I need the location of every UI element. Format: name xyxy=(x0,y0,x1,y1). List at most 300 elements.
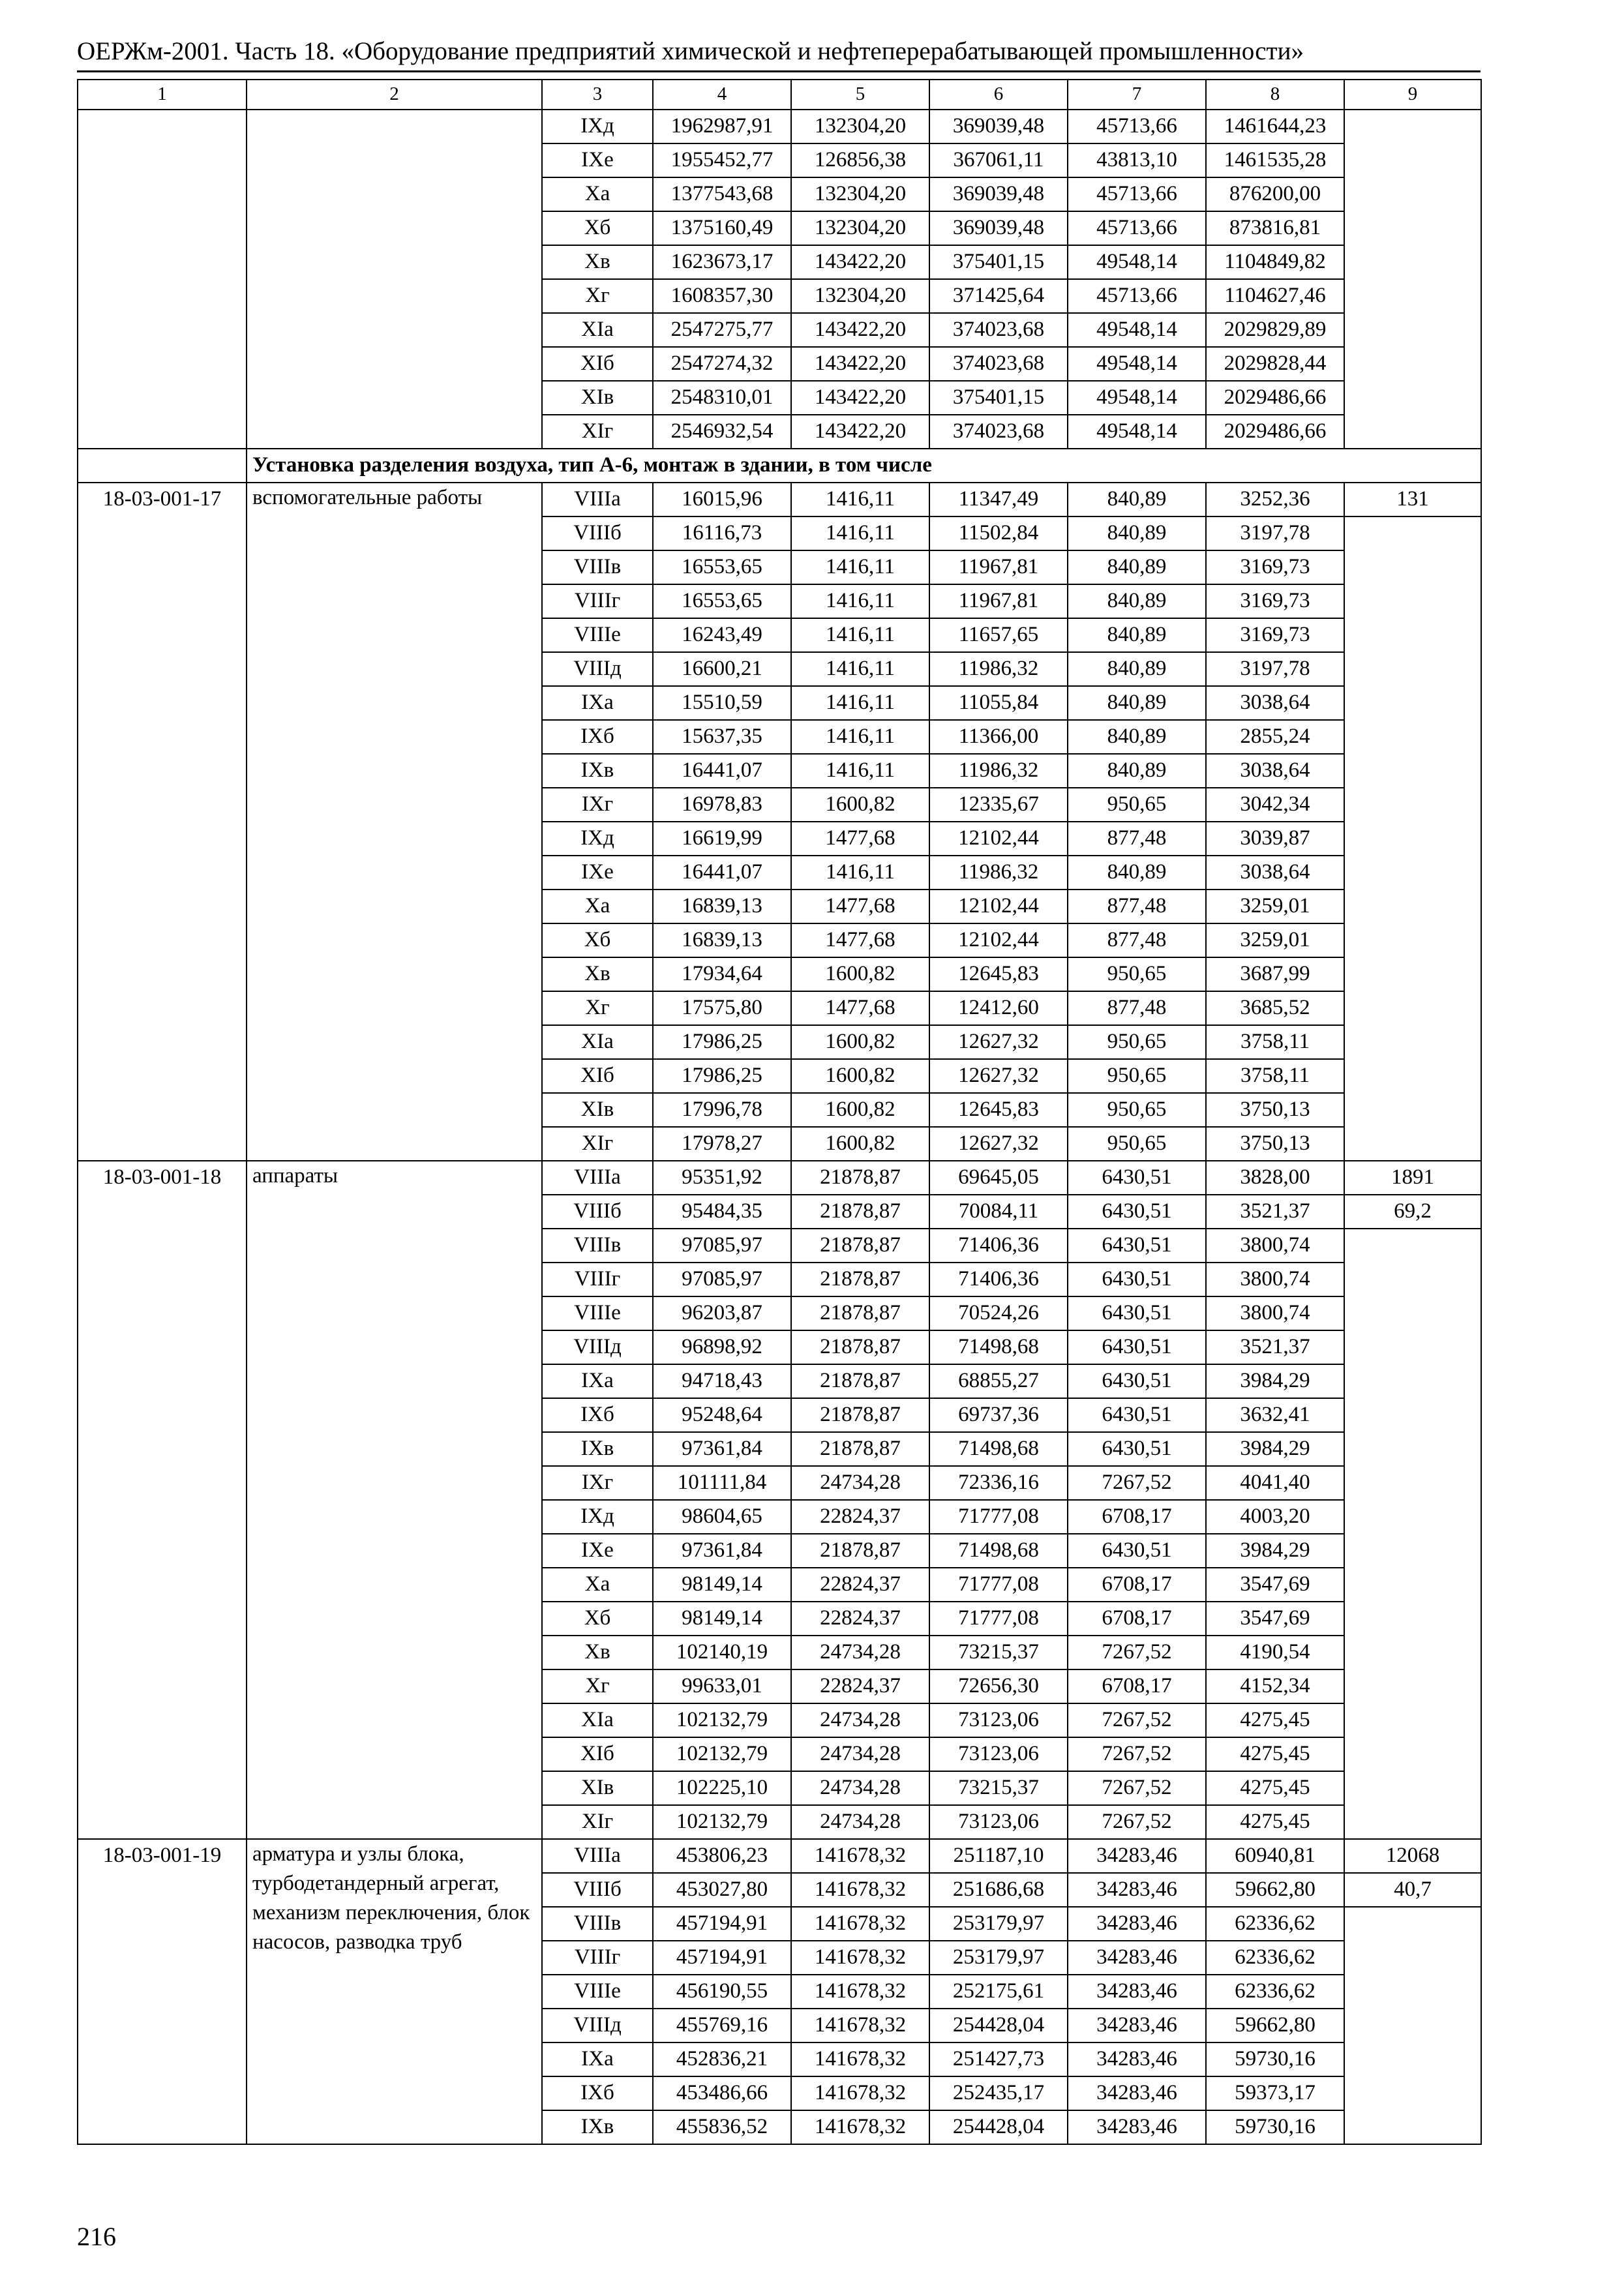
zone-cell: XIб xyxy=(542,1059,653,1093)
zone-cell: XIа xyxy=(542,313,653,347)
value-cell: 21878,87 xyxy=(791,1330,929,1364)
zone-cell: IXа xyxy=(542,2042,653,2076)
zone-cell: VIIIв xyxy=(542,1229,653,1263)
value-cell: 1416,11 xyxy=(791,754,929,788)
value-cell: 3197,78 xyxy=(1206,516,1344,550)
value-cell: 374023,68 xyxy=(929,347,1068,381)
zone-cell: Xв xyxy=(542,1636,653,1669)
value-cell: 24734,28 xyxy=(791,1805,929,1839)
value-cell: 3259,01 xyxy=(1206,923,1344,957)
value-cell: 96203,87 xyxy=(653,1296,791,1330)
value-cell: 143422,20 xyxy=(791,313,929,347)
value-cell: 877,48 xyxy=(1068,991,1206,1025)
value-cell: 2029828,44 xyxy=(1206,347,1344,381)
value-cell: 840,89 xyxy=(1068,516,1206,550)
value-cell: 16015,96 xyxy=(653,483,791,516)
value-cell: 2029829,89 xyxy=(1206,313,1344,347)
value-cell: 11347,49 xyxy=(929,483,1068,516)
value-cell: 1600,82 xyxy=(791,788,929,822)
zone-cell: VIIIг xyxy=(542,1263,653,1296)
value-cell: 22824,37 xyxy=(791,1669,929,1703)
value-cell: 97085,97 xyxy=(653,1229,791,1263)
value-cell: 68855,27 xyxy=(929,1364,1068,1398)
zone-cell: Xг xyxy=(542,1669,653,1703)
value-cell: 69645,05 xyxy=(929,1161,1068,1195)
value-cell: 141678,32 xyxy=(791,1941,929,1975)
value-cell: 6430,51 xyxy=(1068,1263,1206,1296)
value-cell: 254428,04 xyxy=(929,2110,1068,2144)
zone-cell: VIIIг xyxy=(542,1941,653,1975)
value-cell: 16600,21 xyxy=(653,652,791,686)
value-cell: 1416,11 xyxy=(791,720,929,754)
value-cell: 1600,82 xyxy=(791,1127,929,1161)
value-cell: 1416,11 xyxy=(791,516,929,550)
value-cell: 252175,61 xyxy=(929,1975,1068,2009)
zone-cell: VIIIг xyxy=(542,584,653,618)
value-cell: 72656,30 xyxy=(929,1669,1068,1703)
value-cell: 34283,46 xyxy=(1068,1873,1206,1907)
value-cell: 950,65 xyxy=(1068,1059,1206,1093)
value-cell: 3259,01 xyxy=(1206,890,1344,923)
value-cell: 17986,25 xyxy=(653,1025,791,1059)
value-cell: 71498,68 xyxy=(929,1534,1068,1568)
zone-cell: IXа xyxy=(542,686,653,720)
column-number: 8 xyxy=(1206,80,1344,110)
value-cell: 21878,87 xyxy=(791,1263,929,1296)
zone-cell: VIIIе xyxy=(542,1296,653,1330)
value-cell: 3984,29 xyxy=(1206,1364,1344,1398)
value-cell: 34283,46 xyxy=(1068,1975,1206,2009)
value-cell: 2029486,66 xyxy=(1206,415,1344,449)
value-cell: 453027,80 xyxy=(653,1873,791,1907)
zone-cell: XIв xyxy=(542,1093,653,1127)
value-cell: 73215,37 xyxy=(929,1771,1068,1805)
value-cell: 59662,80 xyxy=(1206,2009,1344,2042)
value-cell: 45713,66 xyxy=(1068,279,1206,313)
value-cell: 4003,20 xyxy=(1206,1500,1344,1534)
value-cell: 12335,67 xyxy=(929,788,1068,822)
value-cell: 840,89 xyxy=(1068,483,1206,516)
value-cell: 1955452,77 xyxy=(653,143,791,177)
value-cell: 6430,51 xyxy=(1068,1296,1206,1330)
value-cell: 877,48 xyxy=(1068,822,1206,856)
value-cell: 840,89 xyxy=(1068,754,1206,788)
value-cell: 141678,32 xyxy=(791,2076,929,2110)
value-cell: 3197,78 xyxy=(1206,652,1344,686)
zone-cell: VIIIа xyxy=(542,483,653,516)
value-cell: 950,65 xyxy=(1068,957,1206,991)
value-cell: 141678,32 xyxy=(791,1975,929,2009)
value-cell: 457194,91 xyxy=(653,1907,791,1941)
value-cell: 1608357,30 xyxy=(653,279,791,313)
value-cell: 1416,11 xyxy=(791,618,929,652)
value-cell: 11967,81 xyxy=(929,584,1068,618)
page-header-title: ОЕРЖм-2001. Часть 18. «Оборудование предприятий химической и нефтеперерабатывающей промышленности» xyxy=(77,37,1304,65)
work-name: аппараты xyxy=(247,1161,542,1839)
zone-cell: IXд xyxy=(542,110,653,143)
section-row xyxy=(78,449,1481,483)
zone-cell: XIв xyxy=(542,1771,653,1805)
value-cell: 16441,07 xyxy=(653,856,791,890)
value-cell: 143422,20 xyxy=(791,347,929,381)
value-cell: 15510,59 xyxy=(653,686,791,720)
value-cell: 132304,20 xyxy=(791,110,929,143)
section-empty-cell xyxy=(78,449,247,483)
extra-value: 12068 xyxy=(1344,1839,1481,1873)
value-cell: 132304,20 xyxy=(791,279,929,313)
value-cell: 17978,27 xyxy=(653,1127,791,1161)
value-cell: 15637,35 xyxy=(653,720,791,754)
value-cell: 62336,62 xyxy=(1206,1975,1344,2009)
value-cell: 72336,16 xyxy=(929,1466,1068,1500)
value-cell: 456190,55 xyxy=(653,1975,791,2009)
zone-cell: IXв xyxy=(542,2110,653,2144)
value-cell: 62336,62 xyxy=(1206,1941,1344,1975)
value-cell: 16978,83 xyxy=(653,788,791,822)
value-cell: 1416,11 xyxy=(791,856,929,890)
rate-code: 18-03-001-19 xyxy=(78,1839,247,2144)
value-cell: 49548,14 xyxy=(1068,381,1206,415)
value-cell: 143422,20 xyxy=(791,381,929,415)
value-cell: 2547275,77 xyxy=(653,313,791,347)
value-cell: 1600,82 xyxy=(791,957,929,991)
rates-table xyxy=(77,79,1482,2145)
value-cell: 3750,13 xyxy=(1206,1093,1344,1127)
value-cell: 11986,32 xyxy=(929,856,1068,890)
zone-cell: Xв xyxy=(542,957,653,991)
value-cell: 453486,66 xyxy=(653,2076,791,2110)
value-cell: 1416,11 xyxy=(791,584,929,618)
value-cell: 6430,51 xyxy=(1068,1364,1206,1398)
zone-cell: Xв xyxy=(542,245,653,279)
value-cell: 1104627,46 xyxy=(1206,279,1344,313)
rate-code: 18-03-001-18 xyxy=(78,1161,247,1839)
value-cell: 254428,04 xyxy=(929,2009,1068,2042)
value-cell: 11967,81 xyxy=(929,550,1068,584)
zone-cell: IXд xyxy=(542,1500,653,1534)
value-cell: 34283,46 xyxy=(1068,2042,1206,2076)
work-name: арматура и узлы блока, турбодетандерный агрегат, механизм переключения, блок насосов, разводка труб xyxy=(247,1839,542,2144)
value-cell: 4041,40 xyxy=(1206,1466,1344,1500)
zone-cell: VIIIе xyxy=(542,618,653,652)
zone-cell: IXе xyxy=(542,1534,653,1568)
column-number: 2 xyxy=(247,80,542,110)
value-cell: 3758,11 xyxy=(1206,1025,1344,1059)
value-cell: 6708,17 xyxy=(1068,1602,1206,1636)
value-cell: 1623673,17 xyxy=(653,245,791,279)
value-cell: 251187,10 xyxy=(929,1839,1068,1873)
value-cell: 98149,14 xyxy=(653,1602,791,1636)
zone-cell: IXг xyxy=(542,1466,653,1500)
value-cell: 950,65 xyxy=(1068,1127,1206,1161)
value-cell: 253179,97 xyxy=(929,1907,1068,1941)
value-cell: 102132,79 xyxy=(653,1737,791,1771)
value-cell: 2029486,66 xyxy=(1206,381,1344,415)
value-cell: 12645,83 xyxy=(929,957,1068,991)
value-cell: 12645,83 xyxy=(929,1093,1068,1127)
value-cell: 1477,68 xyxy=(791,822,929,856)
zone-cell: XIа xyxy=(542,1025,653,1059)
value-cell: 132304,20 xyxy=(791,211,929,245)
zone-cell: IXб xyxy=(542,1398,653,1432)
value-cell: 98149,14 xyxy=(653,1568,791,1602)
value-cell: 1477,68 xyxy=(791,991,929,1025)
value-cell: 3984,29 xyxy=(1206,1432,1344,1466)
zone-cell: XIг xyxy=(542,1805,653,1839)
value-cell: 99633,01 xyxy=(653,1669,791,1703)
zone-cell: IXв xyxy=(542,1432,653,1466)
value-cell: 43813,10 xyxy=(1068,143,1206,177)
value-cell: 59373,17 xyxy=(1206,2076,1344,2110)
value-cell: 141678,32 xyxy=(791,1873,929,1907)
value-cell: 95484,35 xyxy=(653,1195,791,1229)
value-cell: 6430,51 xyxy=(1068,1161,1206,1195)
value-cell: 70524,26 xyxy=(929,1296,1068,1330)
zone-cell: XIа xyxy=(542,1703,653,1737)
value-cell: 1461535,28 xyxy=(1206,143,1344,177)
value-cell: 4275,45 xyxy=(1206,1737,1344,1771)
value-cell: 11986,32 xyxy=(929,652,1068,686)
value-cell: 840,89 xyxy=(1068,584,1206,618)
value-cell: 60940,81 xyxy=(1206,1839,1344,1873)
value-cell: 3687,99 xyxy=(1206,957,1344,991)
value-cell: 6708,17 xyxy=(1068,1500,1206,1534)
value-cell: 840,89 xyxy=(1068,856,1206,890)
value-cell: 3758,11 xyxy=(1206,1059,1344,1093)
value-cell: 70084,11 xyxy=(929,1195,1068,1229)
value-cell: 1416,11 xyxy=(791,652,929,686)
value-cell: 34283,46 xyxy=(1068,1941,1206,1975)
value-cell: 12412,60 xyxy=(929,991,1068,1025)
value-cell: 21878,87 xyxy=(791,1296,929,1330)
value-cell: 126856,38 xyxy=(791,143,929,177)
value-cell: 253179,97 xyxy=(929,1941,1068,1975)
value-cell: 21878,87 xyxy=(791,1534,929,1568)
zone-cell: Xа xyxy=(542,177,653,211)
value-cell: 96898,92 xyxy=(653,1330,791,1364)
value-cell: 24734,28 xyxy=(791,1466,929,1500)
value-cell: 17996,78 xyxy=(653,1093,791,1127)
value-cell: 840,89 xyxy=(1068,720,1206,754)
value-cell: 1600,82 xyxy=(791,1025,929,1059)
value-cell: 141678,32 xyxy=(791,2042,929,2076)
value-cell: 3984,29 xyxy=(1206,1534,1344,1568)
value-cell: 3038,64 xyxy=(1206,686,1344,720)
value-cell: 1962987,91 xyxy=(653,110,791,143)
value-cell: 143422,20 xyxy=(791,415,929,449)
name-cell xyxy=(247,110,542,449)
value-cell: 73123,06 xyxy=(929,1737,1068,1771)
value-cell: 4190,54 xyxy=(1206,1636,1344,1669)
value-cell: 375401,15 xyxy=(929,381,1068,415)
value-cell: 1416,11 xyxy=(791,686,929,720)
value-cell: 71406,36 xyxy=(929,1229,1068,1263)
zone-cell: IXе xyxy=(542,143,653,177)
value-cell: 4152,34 xyxy=(1206,1669,1344,1703)
value-cell: 102132,79 xyxy=(653,1703,791,1737)
column-number: 3 xyxy=(542,80,653,110)
value-cell: 102132,79 xyxy=(653,1805,791,1839)
value-cell: 132304,20 xyxy=(791,177,929,211)
value-cell: 2855,24 xyxy=(1206,720,1344,754)
value-cell: 97361,84 xyxy=(653,1534,791,1568)
value-cell: 45713,66 xyxy=(1068,110,1206,143)
value-cell: 1416,11 xyxy=(791,483,929,516)
value-cell: 22824,37 xyxy=(791,1602,929,1636)
value-cell: 143422,20 xyxy=(791,245,929,279)
value-cell: 11657,65 xyxy=(929,618,1068,652)
value-cell: 3750,13 xyxy=(1206,1127,1344,1161)
value-cell: 3169,73 xyxy=(1206,618,1344,652)
value-cell: 2546932,54 xyxy=(653,415,791,449)
value-cell: 3800,74 xyxy=(1206,1229,1344,1263)
value-cell: 16553,65 xyxy=(653,584,791,618)
value-cell: 877,48 xyxy=(1068,923,1206,957)
value-cell: 251427,73 xyxy=(929,2042,1068,2076)
value-cell: 95351,92 xyxy=(653,1161,791,1195)
value-cell: 6430,51 xyxy=(1068,1534,1206,1568)
value-cell: 371425,64 xyxy=(929,279,1068,313)
value-cell: 4275,45 xyxy=(1206,1805,1344,1839)
value-cell: 21878,87 xyxy=(791,1195,929,1229)
value-cell: 24734,28 xyxy=(791,1737,929,1771)
zone-cell: XIг xyxy=(542,1127,653,1161)
value-cell: 6430,51 xyxy=(1068,1432,1206,1466)
value-cell: 1477,68 xyxy=(791,923,929,957)
value-cell: 7267,52 xyxy=(1068,1805,1206,1839)
value-cell: 3042,34 xyxy=(1206,788,1344,822)
extra-value: 69,2 xyxy=(1344,1195,1481,1229)
value-cell: 7267,52 xyxy=(1068,1636,1206,1669)
code-cell xyxy=(78,110,247,449)
value-cell: 840,89 xyxy=(1068,686,1206,720)
zone-cell: XIв xyxy=(542,381,653,415)
value-cell: 6430,51 xyxy=(1068,1195,1206,1229)
value-cell: 3800,74 xyxy=(1206,1263,1344,1296)
value-cell: 16619,99 xyxy=(653,822,791,856)
value-cell: 457194,91 xyxy=(653,1941,791,1975)
value-cell: 17986,25 xyxy=(653,1059,791,1093)
value-cell: 73215,37 xyxy=(929,1636,1068,1669)
value-cell: 71777,08 xyxy=(929,1568,1068,1602)
value-cell: 877,48 xyxy=(1068,890,1206,923)
value-cell: 252435,17 xyxy=(929,2076,1068,2110)
value-cell: 6430,51 xyxy=(1068,1229,1206,1263)
value-cell: 6708,17 xyxy=(1068,1568,1206,1602)
value-cell: 62336,62 xyxy=(1206,1907,1344,1941)
value-cell: 7267,52 xyxy=(1068,1703,1206,1737)
value-cell: 452836,21 xyxy=(653,2042,791,2076)
zone-cell: Xг xyxy=(542,279,653,313)
table-row xyxy=(78,110,1481,143)
value-cell: 375401,15 xyxy=(929,245,1068,279)
value-cell: 45713,66 xyxy=(1068,211,1206,245)
value-cell: 369039,48 xyxy=(929,177,1068,211)
value-cell: 59730,16 xyxy=(1206,2042,1344,2076)
zone-cell: Xг xyxy=(542,991,653,1025)
value-cell: 876200,00 xyxy=(1206,177,1344,211)
value-cell: 21878,87 xyxy=(791,1161,929,1195)
value-cell: 12102,44 xyxy=(929,923,1068,957)
value-cell: 873816,81 xyxy=(1206,211,1344,245)
value-cell: 17575,80 xyxy=(653,991,791,1025)
value-cell: 34283,46 xyxy=(1068,1907,1206,1941)
zone-cell: IXв xyxy=(542,754,653,788)
value-cell: 17934,64 xyxy=(653,957,791,991)
value-cell: 840,89 xyxy=(1068,618,1206,652)
value-cell: 455836,52 xyxy=(653,2110,791,2144)
value-cell: 69737,36 xyxy=(929,1398,1068,1432)
value-cell: 16553,65 xyxy=(653,550,791,584)
rate-code: 18-03-001-17 xyxy=(78,483,247,1161)
value-cell: 3685,52 xyxy=(1206,991,1344,1025)
value-cell: 141678,32 xyxy=(791,2009,929,2042)
work-name: вспомогательные работы xyxy=(247,483,542,1161)
value-cell: 3521,37 xyxy=(1206,1195,1344,1229)
value-cell: 59730,16 xyxy=(1206,2110,1344,2144)
value-cell: 7267,52 xyxy=(1068,1737,1206,1771)
value-cell: 7267,52 xyxy=(1068,1771,1206,1805)
value-cell: 24734,28 xyxy=(791,1703,929,1737)
value-cell: 374023,68 xyxy=(929,313,1068,347)
header-rule xyxy=(77,70,1481,72)
value-cell: 3038,64 xyxy=(1206,856,1344,890)
extra-cell xyxy=(1344,516,1481,1161)
value-cell: 34283,46 xyxy=(1068,1839,1206,1873)
value-cell: 6708,17 xyxy=(1068,1669,1206,1703)
value-cell: 3252,36 xyxy=(1206,483,1344,516)
value-cell: 1600,82 xyxy=(791,1093,929,1127)
value-cell: 71498,68 xyxy=(929,1432,1068,1466)
value-cell: 12627,32 xyxy=(929,1127,1068,1161)
value-cell: 16441,07 xyxy=(653,754,791,788)
value-cell: 71777,08 xyxy=(929,1602,1068,1636)
value-cell: 3800,74 xyxy=(1206,1296,1344,1330)
value-cell: 97361,84 xyxy=(653,1432,791,1466)
value-cell: 1600,82 xyxy=(791,1059,929,1093)
value-cell: 34283,46 xyxy=(1068,2110,1206,2144)
zone-cell: VIIIб xyxy=(542,1195,653,1229)
zone-cell: IXа xyxy=(542,1364,653,1398)
value-cell: 374023,68 xyxy=(929,415,1068,449)
value-cell: 950,65 xyxy=(1068,1025,1206,1059)
value-cell: 3828,00 xyxy=(1206,1161,1344,1195)
value-cell: 12627,32 xyxy=(929,1059,1068,1093)
column-number: 6 xyxy=(929,80,1068,110)
zone-cell: IXд xyxy=(542,822,653,856)
value-cell: 11366,00 xyxy=(929,720,1068,754)
value-cell: 22824,37 xyxy=(791,1568,929,1602)
value-cell: 34283,46 xyxy=(1068,2009,1206,2042)
zone-cell: Xа xyxy=(542,890,653,923)
value-cell: 453806,23 xyxy=(653,1839,791,1873)
value-cell: 1477,68 xyxy=(791,890,929,923)
value-cell: 34283,46 xyxy=(1068,2076,1206,2110)
column-number-row xyxy=(78,80,1481,110)
value-cell: 3039,87 xyxy=(1206,822,1344,856)
extra-value: 131 xyxy=(1344,483,1481,516)
zone-cell: VIIIд xyxy=(542,2009,653,2042)
table-row xyxy=(78,483,1481,516)
value-cell: 24734,28 xyxy=(791,1636,929,1669)
value-cell: 16243,49 xyxy=(653,618,791,652)
zone-cell: VIIIб xyxy=(542,1873,653,1907)
value-cell: 94718,43 xyxy=(653,1364,791,1398)
value-cell: 71498,68 xyxy=(929,1330,1068,1364)
extra-value: 40,7 xyxy=(1344,1873,1481,1907)
column-number: 9 xyxy=(1344,80,1481,110)
value-cell: 1416,11 xyxy=(791,550,929,584)
